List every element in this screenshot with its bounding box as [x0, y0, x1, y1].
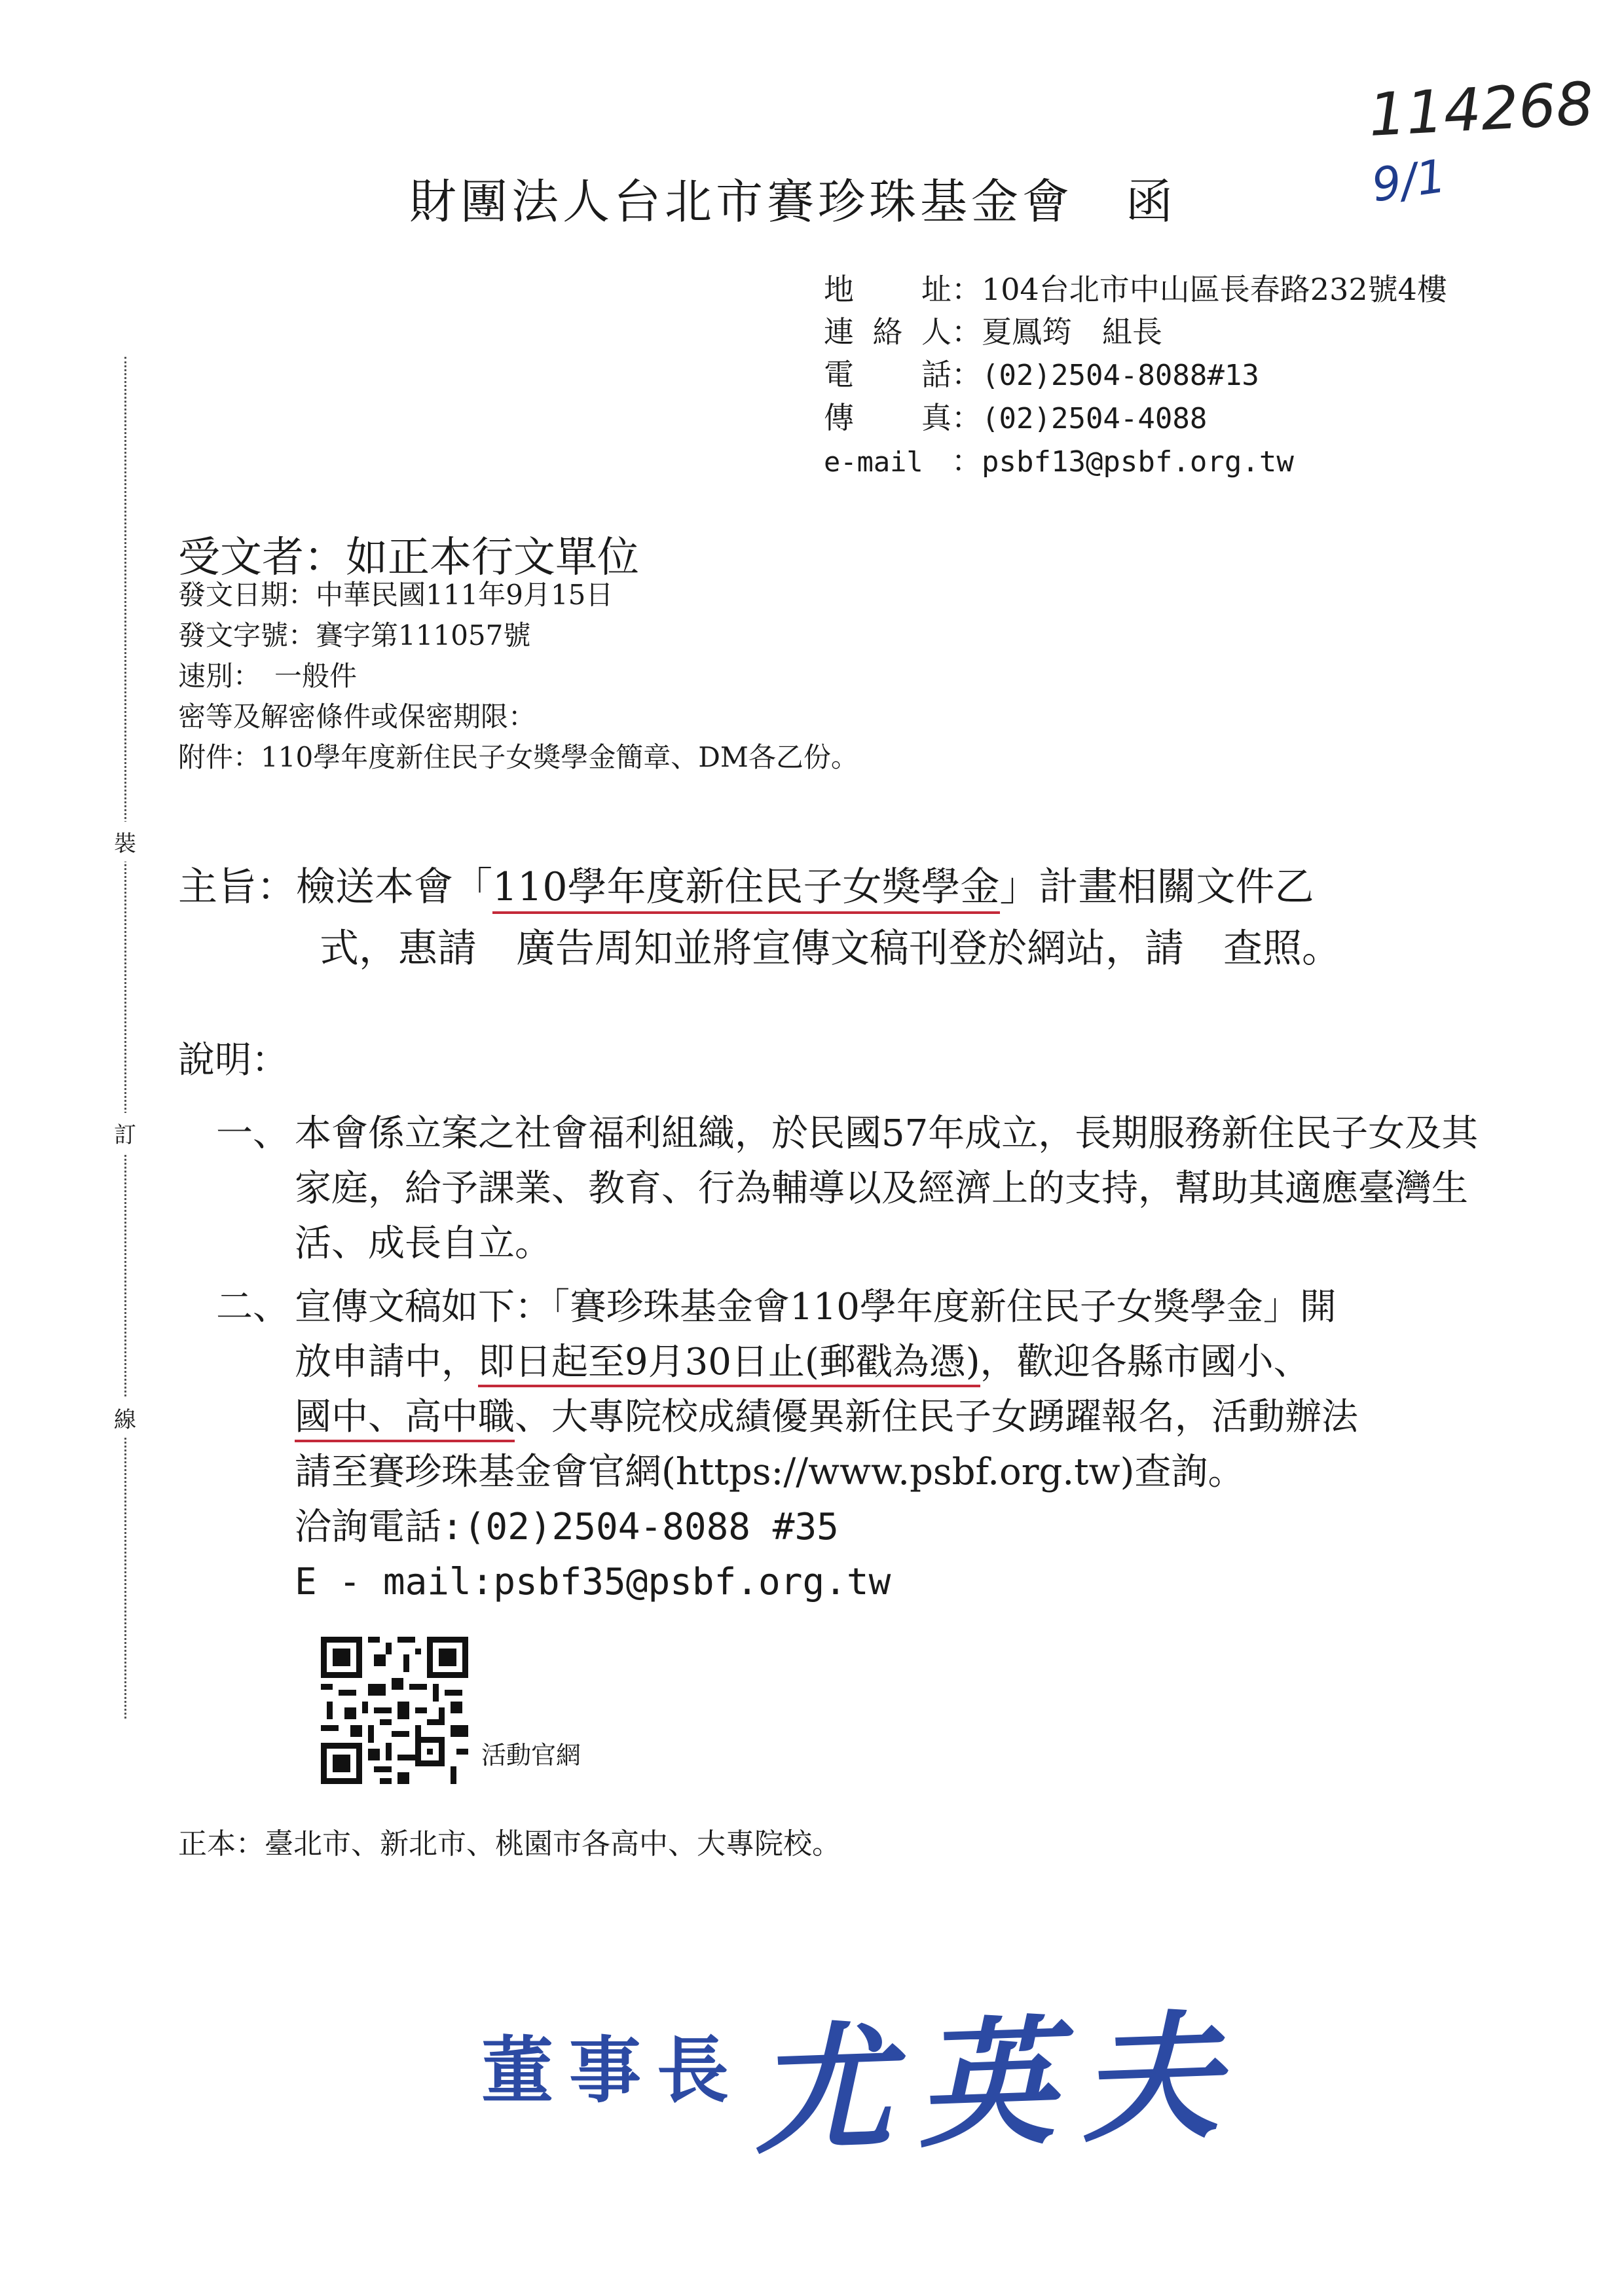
tracking-number: 114268 — [1367, 69, 1596, 150]
subject — [178, 856, 1475, 979]
binding-char-3: 線 — [113, 1398, 138, 1438]
contact-email: e-mail ：psbf13@psbf.org.tw — [824, 443, 1294, 479]
qr-label: 活動官網 — [481, 1741, 581, 1770]
binding-char-2: 訂 — [113, 1113, 138, 1153]
doc-kind: 函 — [1126, 174, 1177, 229]
meta-speed: 速別： 一般件 — [178, 660, 358, 692]
meta-block — [178, 575, 858, 778]
handwritten-date: 9/1 — [1368, 149, 1449, 213]
binding-line — [124, 357, 126, 1719]
inquiry-email: E - mail:psbf35@psbf.org.tw — [295, 1561, 891, 1603]
inquiry-phone: 洽詢電話:(02)2504-8088 #35 — [295, 1506, 839, 1548]
meta-date: 發文日期：中華民國111年9月15日 — [178, 579, 614, 611]
contact-block — [824, 268, 1447, 483]
meta-number: 發文字號：賽字第111057號 — [178, 619, 531, 651]
contact-fax: 傳真：(02)2504-4088 — [824, 400, 1208, 435]
subject-line-2: 式，惠請 廣告周知並將宣傳文稿刊登於網站，請 查照。 — [320, 926, 1341, 972]
deadline-highlight: 即日起至9月30日止(郵戳為憑) — [478, 1341, 980, 1387]
contact-person: 連絡人：夏鳳筠 組長 — [824, 314, 1162, 350]
qr-code — [321, 1637, 468, 1784]
explanation-item-2: 二、 宣傳文稿如下：「賽珍珠基金會110學年度新住民子女獎學金」開 放申請中，即日起至9月30日止(郵戳為憑)，歡迎各縣市國小、 國中、高中職、大專院校成績優異新住民子女踴躍報名，活動辦法 請至賽珍珠基金會官網(https://www.psbf.org.tw)查詢。 洽詢電話:(02)2504-8088 #35 E - mail:psbf35@psbf.org.tw — [216, 1280, 1480, 1610]
document-title — [409, 164, 1177, 232]
binding-char-1: 裝 — [113, 822, 138, 862]
meta-secret: 密等及解密條件或保密期限： — [178, 701, 536, 733]
contact-phone: 電話：(02)2504-8088#13 — [824, 357, 1259, 392]
subject-line-1: 主旨：檢送本會「110學年度新住民子女獎學金」計畫相關文件乙 — [178, 856, 1475, 918]
meta-attachment: 附件：110學年度新住民子女獎學金簡章、DM各乙份。 — [178, 741, 858, 773]
cc-recipients: 正本：臺北市、新北市、桃園市各高中、大專院校。 — [178, 1827, 841, 1861]
explanation-label: 說明： — [178, 1039, 288, 1082]
recipient: 受文者：如正本行文單位 — [178, 534, 639, 582]
subject-highlight: 110學年度新住民子女獎學金 — [492, 864, 1000, 914]
chairman-seal-title: 董事長 — [481, 2028, 745, 2113]
chairman-seal-name: 尤英夫 — [750, 1994, 1247, 2174]
school-level-highlight: 國中、高中職 — [295, 1396, 515, 1442]
explanation-item-1: 一、 本會係立案之社會福利組織，於民國57年成立，長期服務新住民子女及其家庭，給予課業、教育、行為輔導以及經濟上的支持，幫助其適應臺灣生活、成長自立。 — [216, 1112, 1479, 1265]
contact-address: 地址：104台北市中山區長春路232號4樓 — [824, 272, 1447, 307]
org-name: 財團法人台北市賽珍珠基金會 — [409, 174, 1074, 229]
